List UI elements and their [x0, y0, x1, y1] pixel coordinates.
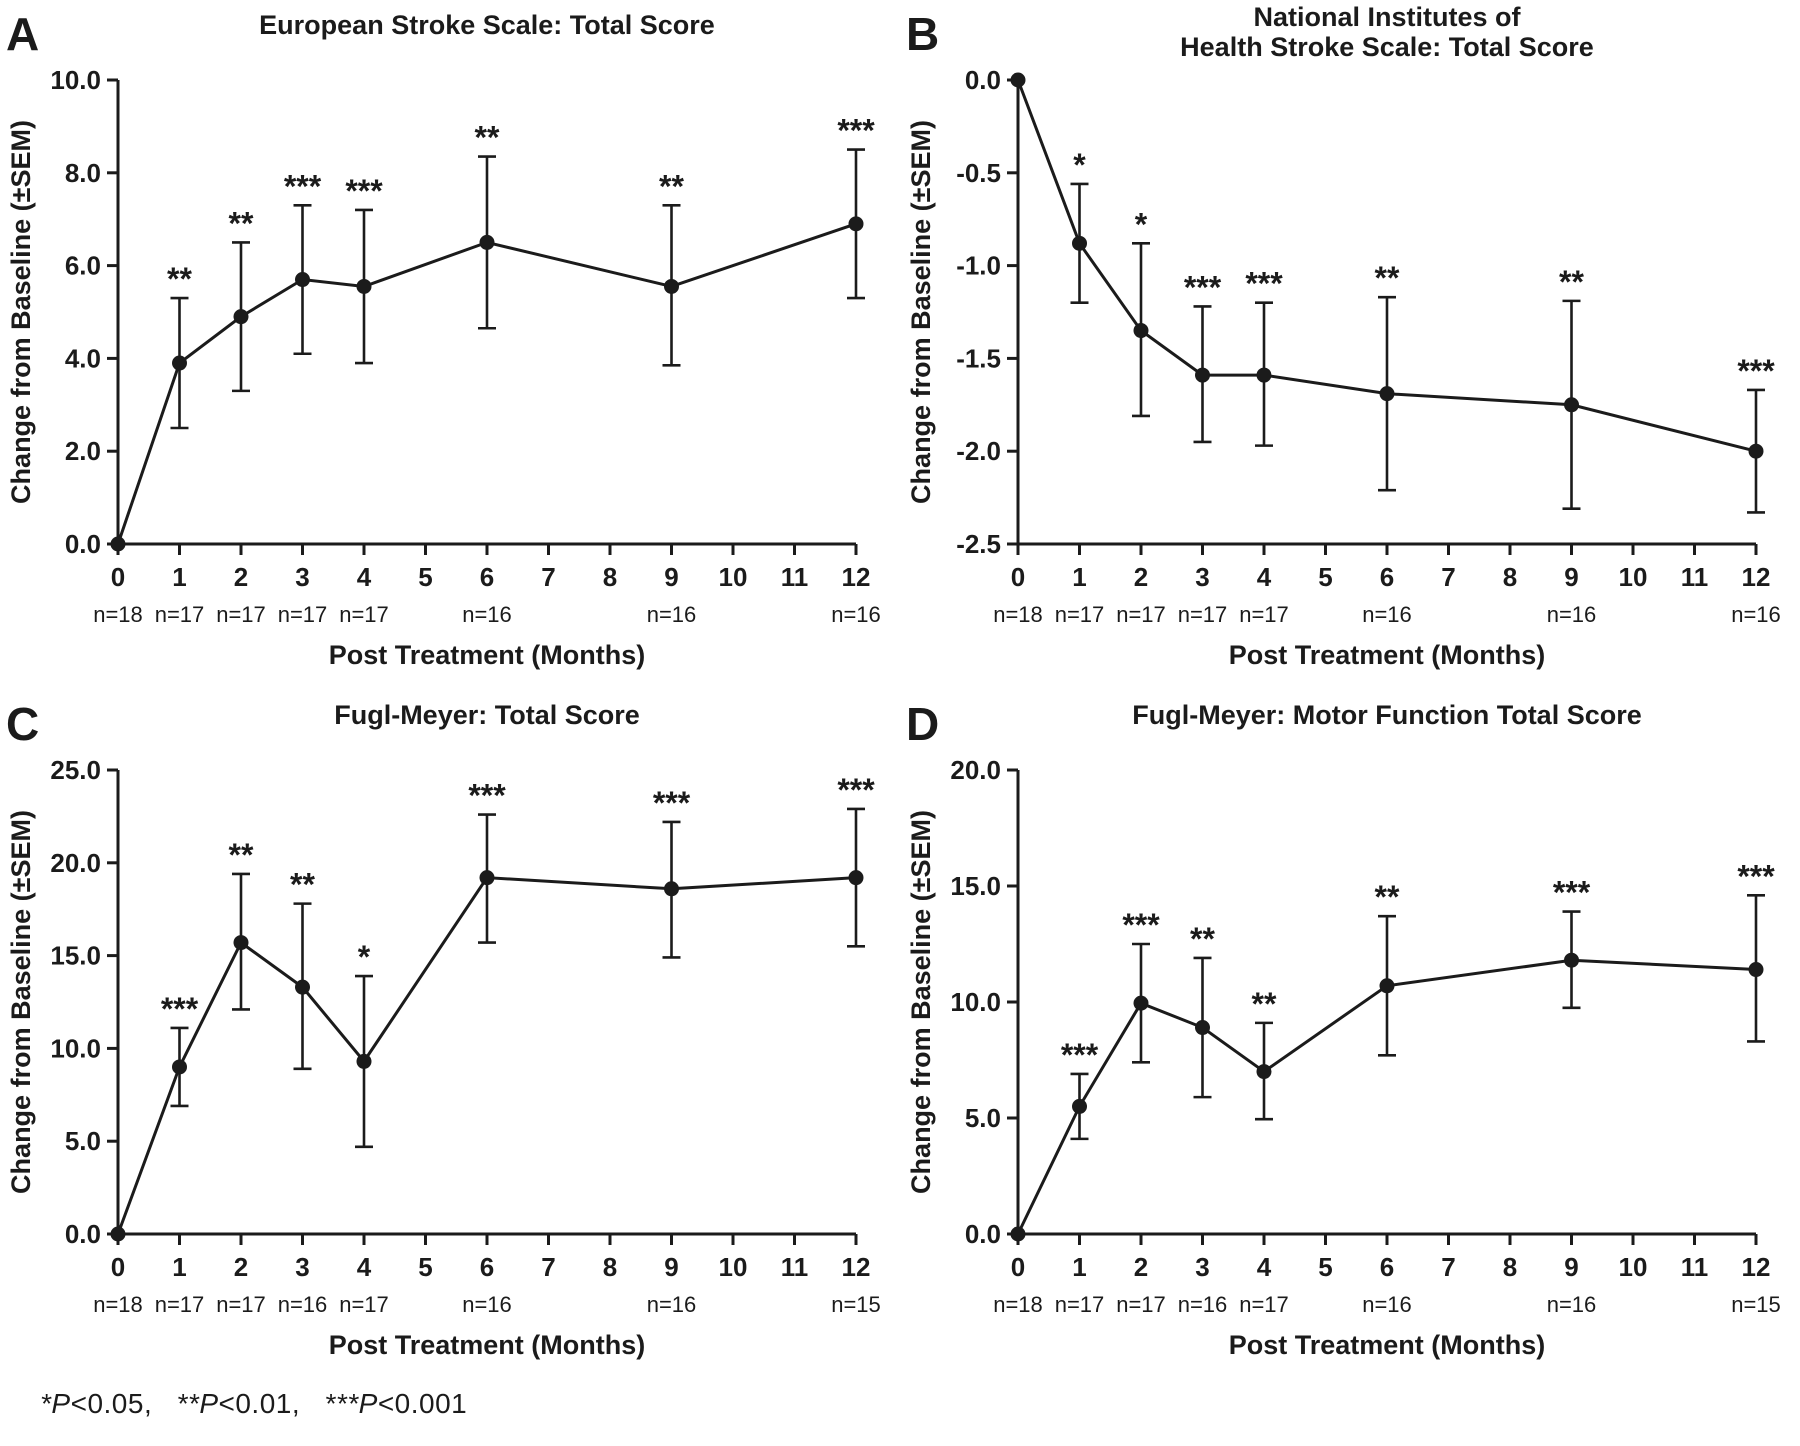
x-tick-label: 9: [1564, 1252, 1579, 1282]
data-point: [1072, 1099, 1087, 1114]
panel-a-chart: [0, 0, 900, 690]
three-star-marker: ***: [324, 1388, 359, 1419]
legend-p001: [177, 1388, 301, 1419]
significance-stars: **: [228, 205, 254, 242]
panel-letter: B: [906, 8, 940, 60]
sample-size-label: n=16: [462, 602, 512, 627]
x-tick-label: 5: [418, 1252, 433, 1282]
data-point: [1380, 978, 1395, 993]
data-point: [172, 1059, 187, 1074]
sample-size-label: n=17: [1116, 602, 1166, 627]
panel-title: Fugl-Meyer: Total Score: [334, 700, 640, 730]
data-point: [1257, 368, 1272, 383]
x-tick-label: 1: [172, 562, 187, 592]
legend-threshold: <0.01,: [218, 1388, 301, 1419]
x-tick-label: 4: [1256, 1252, 1272, 1282]
data-point: [480, 870, 495, 885]
y-tick-label: 6.0: [64, 250, 101, 281]
x-tick-label: 2: [233, 1252, 249, 1282]
x-tick-label: 5: [418, 562, 433, 592]
y-tick-label: 5.0: [64, 1126, 101, 1157]
sample-size-label: n=16: [1362, 1292, 1412, 1317]
x-tick-label: 3: [1195, 1252, 1210, 1282]
significance-stars: **: [1559, 263, 1584, 300]
x-tick-label: 7: [541, 562, 556, 592]
x-tick-label: 7: [1441, 1252, 1456, 1282]
data-point: [664, 279, 679, 294]
x-tick-label: 0: [110, 562, 126, 592]
significance-stars: ***: [283, 168, 322, 205]
x-tick-label: 11: [780, 1252, 809, 1282]
sample-size-label: n=17: [339, 1292, 389, 1317]
significance-stars: *: [1073, 146, 1086, 183]
x-tick-label: 10: [1618, 562, 1648, 592]
x-tick-label: 8: [602, 562, 618, 592]
data-point: [1011, 1227, 1026, 1242]
y-tick-label: 25.0: [50, 755, 101, 785]
x-tick-label: 12: [841, 562, 871, 592]
sample-size-label: n=17: [277, 602, 328, 627]
p-symbol: P: [51, 1388, 71, 1419]
panel-b-chart: [900, 0, 1800, 690]
panel-title: European Stroke Scale: Total Score: [259, 10, 715, 40]
x-tick-label: 8: [602, 1252, 618, 1282]
sample-size-label: n=16: [1546, 602, 1597, 627]
y-tick-label: 2.0: [64, 436, 101, 467]
sample-size-label: n=18: [993, 602, 1043, 627]
y-axis-title: Change from Baseline (±SEM): [6, 120, 36, 504]
x-tick-label: 4: [356, 562, 372, 592]
x-tick-label: 8: [1502, 562, 1518, 592]
data-point: [1380, 386, 1395, 401]
data-point: [234, 935, 249, 950]
data-point: [1011, 73, 1026, 88]
panel-c-chart: [0, 690, 900, 1380]
significance-stars: ***: [1122, 907, 1160, 943]
data-point: [1564, 397, 1579, 412]
significance-stars: **: [1374, 260, 1400, 297]
y-axis-title: Change from Baseline (±SEM): [906, 810, 936, 1194]
sample-size-label: n=17: [154, 602, 205, 627]
panel-letter: C: [6, 698, 40, 750]
sample-size-label: n=17: [1054, 602, 1105, 627]
y-tick-label: 10.0: [950, 987, 1001, 1017]
data-point: [1134, 323, 1149, 338]
x-tick-label: 7: [1441, 562, 1456, 592]
sample-size-label: n=18: [993, 1292, 1043, 1317]
data-point: [849, 216, 864, 231]
y-tick-label: 0.0: [64, 529, 101, 559]
significance-stars: ***: [1183, 269, 1222, 306]
panel-letter: D: [906, 698, 940, 750]
data-point: [1257, 1064, 1272, 1079]
sample-size-label: n=17: [1177, 602, 1228, 627]
x-tick-label: 10: [1618, 1252, 1648, 1282]
significance-stars: ***: [837, 771, 875, 808]
y-tick-label: 15.0: [950, 871, 1001, 901]
panel-b-nih-stroke-scale: [900, 0, 1800, 690]
significance-stars: ***: [468, 777, 506, 814]
sample-size-label: n=17: [154, 1292, 205, 1317]
data-point: [295, 980, 310, 995]
x-tick-label: 8: [1502, 1252, 1518, 1282]
sample-size-label: n=16: [831, 602, 881, 627]
significance-stars: ***: [1737, 858, 1775, 895]
significance-stars: *: [1134, 206, 1148, 243]
significance-stars: ***: [652, 784, 691, 821]
sample-size-label: n=17: [339, 602, 389, 627]
x-tick-label: 12: [1741, 562, 1771, 592]
x-axis-title: Post Treatment (Months): [328, 640, 646, 670]
x-tick-label: 1: [1072, 1252, 1087, 1282]
data-point: [357, 279, 372, 294]
y-tick-label: 8.0: [64, 157, 101, 188]
data-point: [664, 881, 679, 896]
x-tick-label: 9: [664, 1252, 679, 1282]
significance-stars: **: [659, 168, 684, 205]
data-point: [234, 309, 249, 324]
one-star-marker: *: [40, 1388, 52, 1419]
sample-size-label: n=16: [1731, 602, 1781, 627]
x-tick-label: 12: [841, 1252, 871, 1282]
y-tick-label: 15.0: [50, 940, 101, 971]
x-tick-label: 6: [479, 1252, 495, 1282]
data-point: [1195, 368, 1210, 383]
sample-size-label: n=17: [1054, 1292, 1105, 1317]
x-tick-label: 6: [479, 562, 495, 592]
x-tick-label: 11: [780, 562, 809, 592]
panel-a-european-stroke-scale: [0, 0, 900, 690]
p-symbol: P: [199, 1388, 219, 1419]
panel-c-fugl-meyer-total: [0, 690, 900, 1380]
y-tick-label: 0.0: [964, 65, 1001, 95]
y-tick-label: 0.0: [64, 1219, 101, 1249]
two-star-marker: **: [176, 1388, 200, 1419]
data-point: [849, 870, 864, 885]
y-axis-title: Change from Baseline (±SEM): [6, 810, 36, 1194]
sample-size-label: n=16: [1177, 1292, 1228, 1317]
x-tick-label: 11: [1680, 562, 1709, 592]
data-point: [111, 537, 126, 552]
x-tick-label: 5: [1318, 562, 1333, 592]
legend-threshold: <0.05,: [70, 1388, 153, 1419]
data-point: [1564, 953, 1579, 968]
sample-size-label: n=17: [1239, 602, 1289, 627]
sample-size-label: n=16: [646, 1292, 697, 1317]
x-tick-label: 1: [172, 1252, 187, 1282]
significance-stars: **: [167, 261, 192, 298]
x-axis-title: Post Treatment (Months): [328, 1330, 646, 1360]
significance-stars: ***: [160, 990, 199, 1027]
y-tick-label: -1.5: [956, 343, 1001, 374]
x-tick-label: 3: [295, 1252, 310, 1282]
panel-letter: A: [6, 8, 40, 60]
significance-stars: **: [1190, 920, 1215, 957]
x-tick-label: 11: [1680, 1252, 1709, 1282]
x-tick-label: 5: [1318, 1252, 1333, 1282]
data-point: [1072, 236, 1087, 251]
significance-stars: ***: [1245, 265, 1283, 302]
data-point: [480, 235, 495, 250]
data-point: [1134, 996, 1149, 1011]
x-axis-title: Post Treatment (Months): [1228, 1330, 1546, 1360]
y-axis-title: Change from Baseline (±SEM): [906, 120, 936, 504]
x-tick-label: 9: [664, 562, 679, 592]
significance-stars: **: [474, 119, 500, 156]
significance-stars: ***: [837, 112, 875, 149]
x-tick-label: 6: [1379, 1252, 1395, 1282]
x-tick-label: 3: [1195, 562, 1210, 592]
x-tick-label: 2: [1133, 562, 1149, 592]
sample-size-label: n=17: [1239, 1292, 1289, 1317]
significance-stars: **: [290, 866, 315, 903]
y-tick-label: 10.0: [50, 1033, 101, 1064]
x-tick-label: 10: [718, 562, 748, 592]
significance-stars: **: [1374, 879, 1400, 916]
panel-d-fugl-meyer-motor: [900, 690, 1800, 1380]
sample-size-label: n=15: [1731, 1292, 1781, 1317]
y-tick-label: 10.0: [50, 65, 101, 95]
panel-title: Health Stroke Scale: Total Score: [1180, 32, 1594, 62]
significance-stars: ***: [345, 172, 383, 209]
data-point: [357, 1054, 372, 1069]
significance-stars: ***: [1060, 1036, 1099, 1073]
y-tick-label: -0.5: [956, 157, 1001, 188]
panel-title: Fugl-Meyer: Motor Function Total Score: [1132, 700, 1642, 730]
y-tick-label: -2.5: [956, 529, 1001, 559]
sample-size-label: n=16: [1362, 602, 1412, 627]
x-tick-label: 0: [1010, 1252, 1026, 1282]
significance-stars: **: [1251, 985, 1277, 1022]
data-point: [172, 356, 187, 371]
x-tick-label: 2: [233, 562, 249, 592]
x-tick-label: 10: [718, 1252, 748, 1282]
legend-p0001: [324, 1388, 467, 1419]
x-tick-label: 9: [1564, 562, 1579, 592]
significance-stars: ***: [1552, 874, 1591, 911]
p-symbol: P: [358, 1388, 378, 1419]
significance-stars: *: [357, 939, 371, 976]
sample-size-label: n=15: [831, 1292, 881, 1317]
data-point: [111, 1227, 126, 1242]
x-tick-label: 7: [541, 1252, 556, 1282]
panel-title: National Institutes of: [1253, 2, 1521, 32]
sample-size-label: n=16: [277, 1292, 328, 1317]
y-tick-label: 20.0: [50, 847, 101, 878]
x-tick-label: 4: [1256, 562, 1272, 592]
y-tick-label: 5.0: [964, 1103, 1001, 1133]
sample-size-label: n=16: [462, 1292, 512, 1317]
sample-size-label: n=17: [216, 602, 266, 627]
sample-size-label: n=17: [216, 1292, 266, 1317]
x-tick-label: 12: [1741, 1252, 1771, 1282]
legend-threshold: <0.001: [377, 1388, 468, 1419]
y-tick-label: 0.0: [964, 1219, 1001, 1249]
significance-legend: [0, 1380, 1800, 1420]
x-tick-label: 3: [295, 562, 310, 592]
legend-p005: [40, 1388, 152, 1419]
y-tick-label: -1.0: [956, 250, 1001, 281]
y-tick-label: 4.0: [64, 343, 101, 374]
sample-size-label: n=16: [1546, 1292, 1597, 1317]
data-point: [295, 272, 310, 287]
x-tick-label: 2: [1133, 1252, 1149, 1282]
sample-size-label: n=16: [646, 602, 697, 627]
sample-size-label: n=18: [93, 1292, 143, 1317]
sample-size-label: n=18: [93, 602, 143, 627]
significance-stars: ***: [1737, 352, 1775, 389]
x-tick-label: 0: [1010, 562, 1026, 592]
x-tick-label: 6: [1379, 562, 1395, 592]
sample-size-label: n=17: [1116, 1292, 1166, 1317]
data-point: [1749, 444, 1764, 459]
y-tick-label: 20.0: [950, 755, 1001, 785]
panel-d-chart: [900, 690, 1800, 1380]
x-tick-label: 0: [110, 1252, 126, 1282]
x-tick-label: 4: [356, 1252, 372, 1282]
x-tick-label: 1: [1072, 562, 1087, 592]
data-point: [1749, 962, 1764, 977]
significance-stars: **: [228, 836, 254, 873]
y-tick-label: -2.0: [956, 436, 1001, 467]
data-point: [1195, 1020, 1210, 1035]
x-axis-title: Post Treatment (Months): [1228, 640, 1546, 670]
